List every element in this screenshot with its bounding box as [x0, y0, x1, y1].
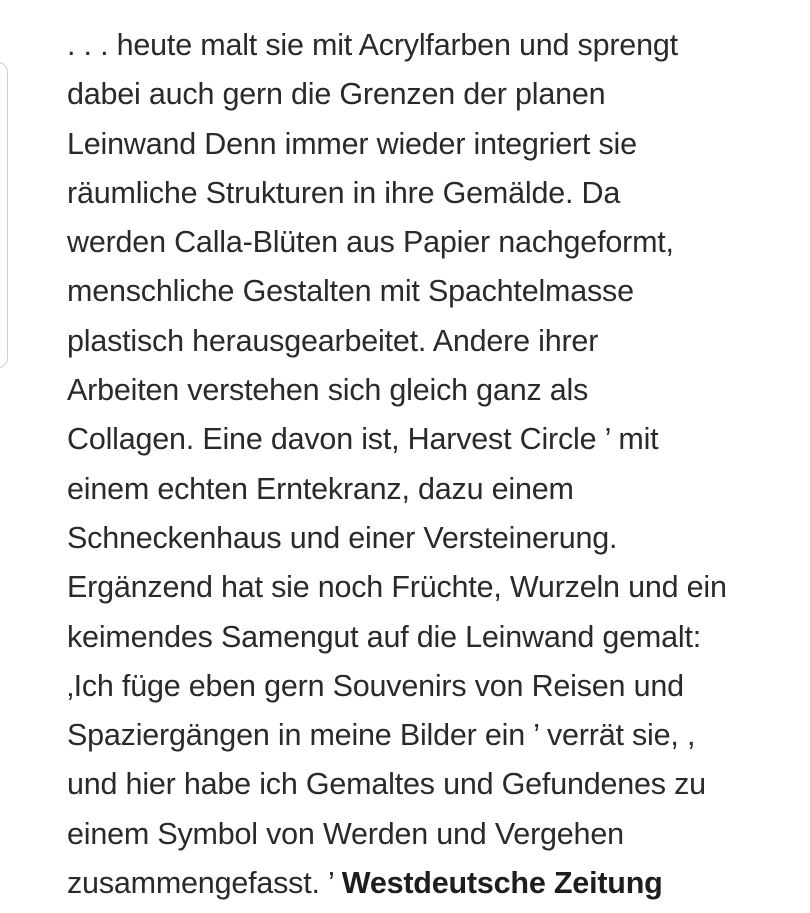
text-line: einem echten Erntekranz, dazu einem — [67, 471, 574, 506]
text-line: einem Symbol von Werden und Vergehen — [67, 816, 624, 851]
text-line: und hier habe ich Gemaltes und Gefundenes zu — [67, 767, 706, 802]
text-line: ‚Ich füge eben gern Souvenirs von Reisen und — [67, 668, 684, 703]
text-line: menschliche Gestalten mit Spachtelmasse — [67, 274, 634, 309]
text-line: Spaziergängen in meine Bilder ein ’ verrät sie, , — [67, 718, 696, 753]
text-line: . . . heute malt sie mit Acrylfarben und sprengt — [67, 28, 678, 62]
text-line: dabei auch gern die Grenzen der planen — [67, 77, 606, 112]
text-line: räumliche Strukturen in ihre Gemälde. Da — [67, 175, 621, 210]
text-line: Leinwand Denn immer wieder integriert sie — [67, 126, 637, 161]
source-name: Westdeutsche Zeitung — [341, 866, 663, 901]
text-line: Collagen. Eine davon ist, Harvest Circle ’ mit — [67, 422, 659, 457]
text-line: keimendes Samengut auf die Leinwand gemalt: — [67, 619, 701, 654]
last-line-text: zusammengefasst. ’ — [67, 866, 342, 901]
text-line: werden Calla-Blüten aus Papier nachgeformt, — [67, 225, 674, 260]
article-text — [67, 21, 807, 908]
last-text-line — [67, 859, 807, 908]
text-line: Schneckenhaus und einer Versteinerung. — [67, 520, 618, 555]
text-line: plastisch herausgearbeitet. Andere ihrer — [67, 323, 599, 358]
scroll-handle[interactable] — [0, 62, 8, 368]
text-line: Ergänzend hat sie noch Früchte, Wurzeln und ein — [67, 570, 727, 605]
text-line: Arbeiten verstehen sich gleich ganz als — [67, 373, 589, 408]
